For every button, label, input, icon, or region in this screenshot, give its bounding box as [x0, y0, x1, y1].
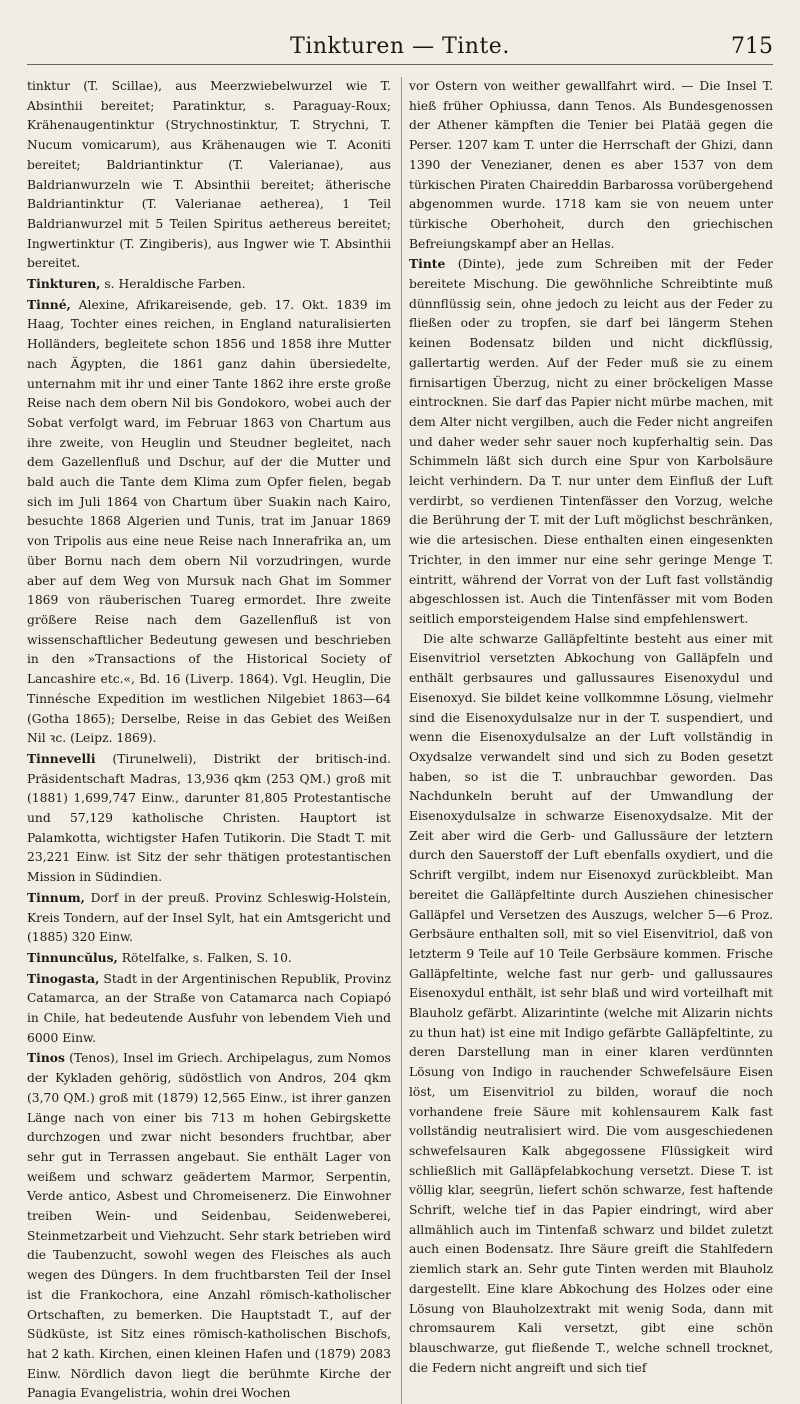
dictionary-entry [27, 888, 391, 948]
right-column [409, 77, 773, 1404]
dictionary-entry [27, 274, 391, 295]
entry-text: Stadt in der Argentinischen Republik, Provinz Catamarca, an der Straße von Catamarca nach Copiapó in Chile, hat bedeutende Ausfuhr von lebendem Vieh und 6000 Einw. [27, 971, 391, 1045]
entry-text: Rötelfalke, s. Falken, S. 10. [121, 950, 292, 965]
dictionary-entry [409, 77, 773, 254]
dictionary-entry [27, 969, 391, 1049]
dictionary-entry [27, 295, 391, 749]
entry-text: (Tenos), Insel im Griech. Archipelagus, zum Nomos der Kykladen gehörig, südöstlich von Andros, 204 qkm (3,70 QM.) groß mit (1879) 12,565 Einw., ist ihrer ganzen Länge nach von einer bis 713 m hohen Gebirgskette durchzogen und zwar nicht besonders fruchtbar, aber sehr gut in Terrassen angebaut. Sie enthält Lager von weißem und schwarz geädertem Marmor, Serpentin, Verde antico, Asbest und Chromeisenerz. Die Einwohner treiben Wein- und Seidenbau, Seidenweberei, Steinmetzarbeit und Viehzucht. Sehr stark betrieben wird die Taubenzucht, sowohl wegen des Fleisches als auch wegen des Düngers. In dem fruchtbarsten Teil der Insel ist die Frankochora, eine Anzahl römisch-katholischer Ortschaften, zu bemerken. Die Hauptstadt T., auf der Südküste, ist Sitz eines römisch-katholischen Bischofs, hat 2 kath. Kirchen, einen kleinen Hafen und (1879) 2083 Einw. Nördlich davon liegt die berühmte Kirche der Panagia Evangelistria, wohin drei Wochen [27, 1051, 391, 1401]
entry-headword: Tinte [409, 256, 446, 272]
entry-headword: Tinos [27, 1050, 65, 1066]
entry-text: Alexine, Afrikareisende, geb. 17. Okt. 1839 im Haag, Tochter eines reichen, in England naturalisierten Holländers, begleitete schon 1856 und 1858 ihre Mutter nach Ägypten, die 1861 ganz dahin übersiedelte, unternahm mit ihr und einer Tante 1862 ihre erste große Reise nach dem obern Nil bis Gondokoro, wobei auch der Sobat verfolgt ward, im Februar 1863 von Chartum aus ihre zweite, von Heuglin und Steudner begleitet, nach dem Gazellenfluß und Dschur, auf der die Mutter und bald auch die Tante dem Klima zum Opfer fielen, begab sich im Juli 1864 von Chartum über Suakin nach Kairo, besuchte 1868 Algerien und Tunis, trat im Januar 1869 von Tripolis aus eine neue Reise nach Innerafrika an, um über Bornu nach dem obern Nil vorzudringen, wurde aber auf dem Weg von Mursuk nach Ghat im Sommer 1869 von räuberischen Tuareg ermordet. Ihre zweite größere Reise nach dem Gazellenfluß ist von wissenschaftlicher Bedeutung gewesen und beschrieben in den »Transactions of the Historical Society of Lancashire etc.«, Bd. 16 (Liverp. 1864). Vgl. Heuglin, Die Tinnésche Expedition im westlichen Nilgebiet 1863—64 (Gotha 1865); Derselbe, Reise in das Gebiet des Weißen Nil ꝛc. (Leipz. 1869). [27, 297, 391, 746]
running-header [27, 30, 773, 65]
entry-text: (Dinte), jede zum Schreiben mit der Feder bereitete Mischung. Die gewöhnliche Schreibtinte muß dünnflüssig sein, ohne jedoch zu leicht aus der Feder zu fließen oder zu tropfen, sie darf bei längerm Stehen keinen Bodensatz bilden und nicht dickflüssig, gallertartig werden. Auf der Feder muß sie zu einem firnisartigen Überzug, nicht zu einer bröckeligen Masse eintrocknen. Sie darf das Papier nicht mürbe machen, mit dem Alter nicht vergilben, auch die Feder nicht angreifen und daher weder sehr sauer noch kupferhaltig sein. Das Schimmeln läßt sich durch eine Spur von Karbolsäure leicht verhindern. Da T. nur unter dem Einfluß der Luft verdirbt, so verdienen Tintenfässer den Vorzug, welche die Berührung der T. mit der Luft möglichst beschränken, wie die artesischen. Diese enthalten einen eingesenkten Trichter, in den immer nur eine sehr geringe Menge T. eintritt, während der Vorrat von der Luft fast vollständig abgeschlossen ist. Auch die Tintenfässer mit vom Boden seitlich emporsteigendem Halse sind empfehlenswert. [409, 257, 773, 626]
dictionary-entry [27, 749, 391, 888]
entry-text: (Tirunelweli), Distrikt der britisch-ind. Präsidentschaft Madras, 13,936 qkm (253 QM.) groß mit (1881) 1,699,747 Einw., darunter 81,805 Protestantische und 57,129 katholische Christen. Hauptort ist Palamkotta, wichtigster Hafen Tutikorin. Die Stadt T. mit 23,221 Einw. ist Sitz der sehr thätigen protestantischen Mission in Südindien. [27, 751, 391, 885]
entry-headword: Tinkturen, [27, 276, 101, 292]
dictionary-entry [409, 254, 773, 629]
dictionary-entry [27, 948, 391, 969]
page-title: Tinkturen — Tinte. [290, 34, 510, 59]
entry-text: tinktur (T. Scillae), aus Meerzwiebelwurzel wie T. Absinthii bereitet; Paratinktur, s. Paraguay-Roux; Krähenaugentinktur (Strychnostinktur, T. Strychni, T. Nucum vomicarum), aus Krähenaugen wie T. Aconiti bereitet; Baldriantinktur (T. Valerianae), aus Baldrianwurzeln wie T. Absinthii bereitet; ätherische Baldriantinktur (T. Valerianae aetherea), 1 Teil Baldrianwurzel mit 5 Teilen Spiritus aethereus bereitet; Ingwertinktur (T. Zingiberis), aus Ingwer wie T. Absinthii bereitet. [27, 79, 391, 271]
entry-headword: Tinnevelli [27, 750, 96, 766]
text-columns [27, 77, 773, 1404]
left-column [27, 77, 391, 1404]
entry-headword: Tinné, [27, 296, 71, 312]
entry-text: s. Heraldische Farben. [104, 277, 246, 292]
page-number: 715 [731, 34, 773, 59]
entry-text: Die alte schwarze Galläpfeltinte besteht aus einer mit Eisenvitriol versetzten Abkochung von Galläpfeln und enthält gerbsaures und gallussaures Eisenoxydul und Eisenoxyd. Sie bildet keine vollkommne Lösung, vielmehr sind die Eisenoxydulsalze nur in der T. suspendiert, und wenn die Eisenoxydulsalze an der Luft vollständig in Oxydsalze verwandelt sind und sich zu Boden gesetzt haben, so ist die T. unbrauchbar geworden. Das Nachdunkeln beruht auf der Umwandlung der Eisenoxydulsalze in schwarze Eisenoxydsalze. Mit der Zeit aber wird die Gerb- und Gallussäure der letztern durch den Sauerstoff der Luft ebenfalls oxydiert, und die Schrift vergilbt, indem nur Eisenoxyd zurückbleibt. Man bereitet die Galläpfeltinte durch Ausziehen chinesischer Galläpfel und Versetzen des Auszugs, welcher 5—6 Proz. Gerbsäure enthalten soll, mit so viel Eisenvitriol, daß von letzterm 9 Teile auf 10 Teile Gerbsäure kommen. Frische Galläpfeltinte, welche fast nur gerb- und gallussaures Eisenoxydul enthält, ist sehr blaß und wird vorteilhaft mit Blauholz gefärbt. Alizarintinte (welche mit Alizarin nichts zu thun hat) ist eine mit Indigo gefärbte Galläpfeltinte, zu deren Darstellung man in einer klaren verdünnten Lösung von Indigo in rauchender Schwefelsäure Eisen löst, um Eisenvitriol zu bilden, worauf die noch vorhandene freie Säure mit kohlensaurem Kalk fast vollständig neutralisiert wird. Die vom ausgeschiedenen schwefelsauren Kalk abgegossene Flüssigkeit wird schließlich mit Galläpfelabkochung versetzt. Diese T. ist völlig klar, seegrün, liefert schön schwarze, fest haftende Schrift, welche tief in das Papier eindringt, wird aber allmählich auch im Tintenfaß schwarz und bildet zuletzt auch einen Bodensatz. Ihre Säure greift die Stahlfedern ziemlich stark an. Sehr gute Tinten werden mit Blauholz dargestellt. Eine klare Abkochung des Holzes oder eine Lösung von Blauholzextrakt mit wenig Soda, dann mit chromsaurem Kali versetzt, gibt eine schön blauschwarze, gut fließende T., welche schnell trocknet, die Federn nicht angreift und sich tief [409, 631, 773, 1375]
entry-headword: Tinogasta, [27, 970, 100, 986]
column-divider [401, 77, 402, 1404]
entry-text: vor Ostern von weither gewallfahrt wird. — Die Insel T. hieß früher Ophiussa, dann Tenos. Als Bundesgenossen der Athener kämpften die Tenier bei Platää gegen die Perser. 1207 kam T. unter die Herrschaft der Ghizi, dann 1390 der Venezianer, denen es aber 1537 von dem türkischen Piraten Chaireddin Barbarossa vorübergehend abgenommen wurde. 1718 kam sie von neuem unter türkische Oberhoheit, durch den griechischen Befreiungskampf aber an Hellas. [409, 79, 773, 251]
dictionary-entry [27, 77, 391, 274]
entry-headword: Tinnum, [27, 889, 85, 905]
dictionary-entry [409, 630, 773, 1379]
dictionary-entry [27, 1048, 391, 1404]
entry-text: Dorf in der preuß. Provinz Schleswig-Holstein, Kreis Tondern, auf der Insel Sylt, hat ein Amtsgericht und (1885) 320 Einw. [27, 890, 391, 945]
entry-headword: Tinnuncŭlus, [27, 949, 118, 965]
